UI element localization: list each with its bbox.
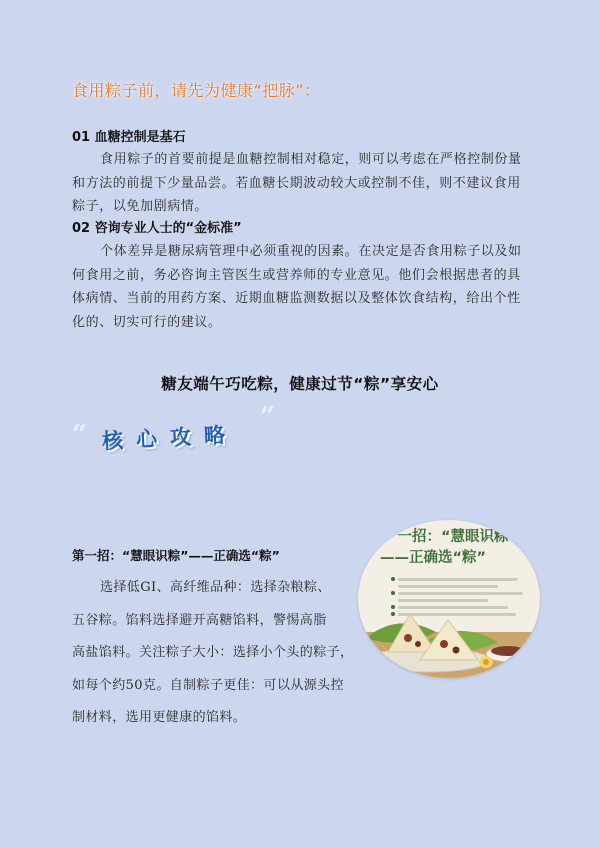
- paragraph-consult-expert: 个体差异是糖尿病管理中必须重视的因素。在决定是否食用粽子以及如何食用之前，务必咨询主管医生或营养师的专业意见。他们会根据患者的具体病情、当前的用药方案、近期血糖监测数据以及整体饮食结构，给出个性化的、切实可行的建议。: [72, 244, 522, 330]
- poster-subtitle: ——正确选“粽”: [380, 550, 487, 566]
- section-title: 食用粽子前，请先为健康“把脉”：: [72, 81, 321, 100]
- tip-one-paragraph: [72, 572, 400, 735]
- poster-title: 一招：“慧眼识粽: [397, 529, 509, 545]
- subheading-blood-sugar: 01 血糖控制是基石: [72, 130, 186, 145]
- tip-line: 五谷粽。馅料选择避开高糖馅料，警惕高脂: [72, 612, 327, 628]
- close-quote-mark: ”: [260, 402, 275, 432]
- tip-line: 高盐馅料。关注粽子大小：选择小个头的粽子，: [72, 645, 354, 660]
- subheading-consult-expert: 02 咨询专业人士的“金标准”: [72, 221, 242, 236]
- core-strategy-callout: [72, 402, 302, 472]
- tip-one-heading: 第一招：“慧眼识粽”——正确选“粽”: [72, 548, 280, 563]
- zongzi-poster-image: [358, 520, 540, 678]
- zongzi-illustration: [358, 520, 540, 678]
- tip-line: 如每个约50克。自制粽子更佳：可以从源头控: [72, 677, 344, 693]
- main-heading: 糖友端午巧吃粽，健康过节“粽”享安心: [161, 375, 439, 393]
- tip-line: 制材料，选用更健康的馅料。: [72, 710, 247, 725]
- callout-text: 核心攻略: [101, 422, 239, 454]
- paragraph-blood-sugar: 食用粽子的首要前提是血糖控制相对稳定，则可以考虑在严格控制份量和方法的前提下少量品尝。若血糖长期波动较大或控制不佳，则不建议食用粽子，以免加剧病情。: [72, 152, 522, 214]
- tip-line: 选择低GI、高纤维品种：选择杂粮粽、: [100, 580, 331, 595]
- open-quote-mark: “: [72, 420, 87, 450]
